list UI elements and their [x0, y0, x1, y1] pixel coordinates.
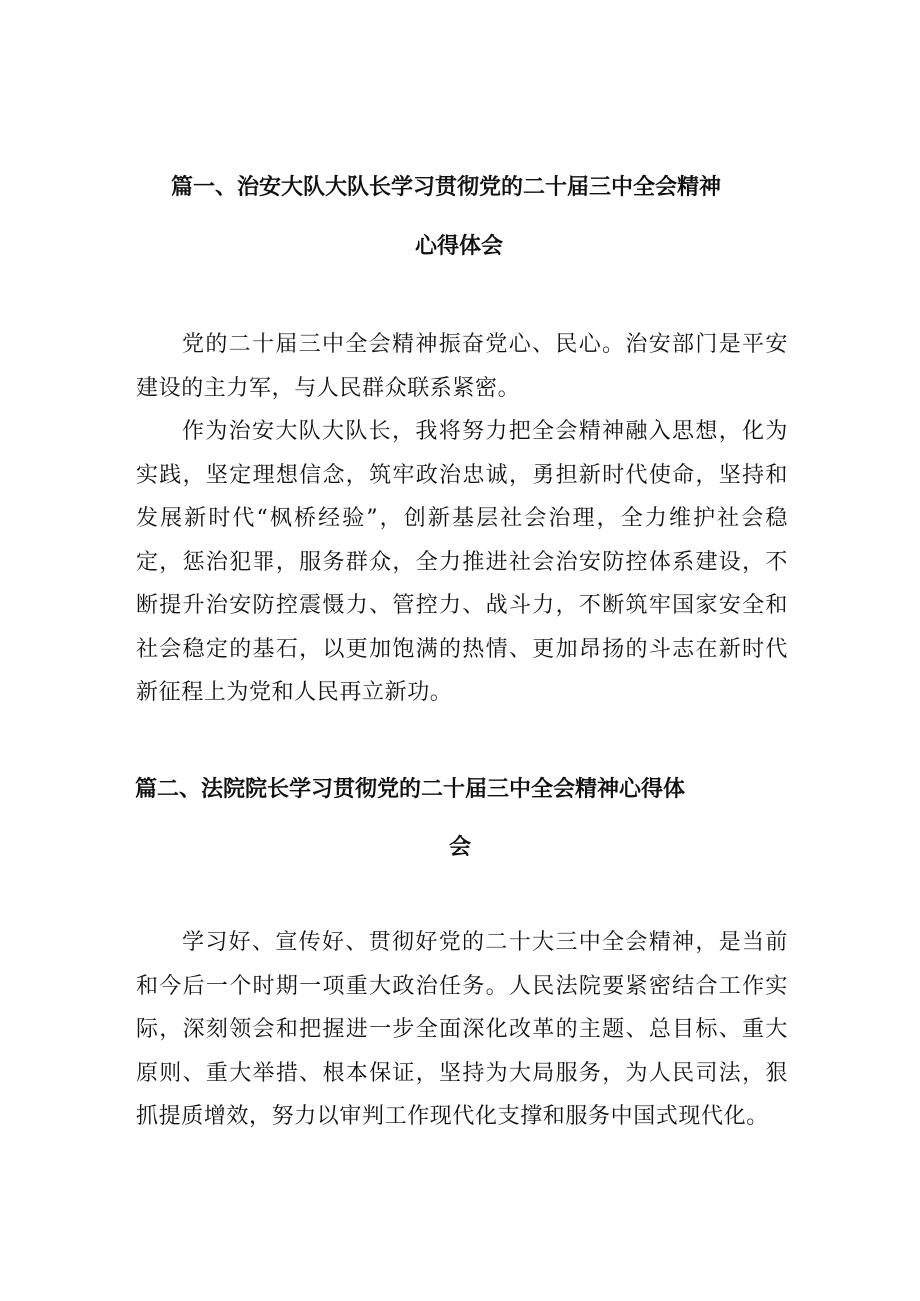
article-1-paragraph-2: 作为治安大队大队长，我将努力把全会精神融入思想，化为实践，坚定理想信念，筑牢政治忠诚，勇担新时代使命，坚持和发展新时代“枫桥经验”，创新基层社会治理，全力维护社会稳定，惩治犯罪，服务群众，全力推进社会治安防控体系建设，不断提升治安防控震慑力、管控力、战斗力，不断筑牢国家安全和社会稳定的基石，以更加饱满的热情、更加昂扬的斗志在新时代新征程上为党和人民再立新功。: [136, 419, 788, 705]
article-1-title-line-1: 篇一、治安大队大队长学习贯彻党的二十届三中全会精神: [171, 175, 722, 200]
article-2-paragraph-1: 学习好、宣传好、贯彻好党的二十大三中全会精神，是当前和今后一个时期一项重大政治任务。人民法院要紧密结合工作实际，深刻领会和把握进一步全面深化改革的主题、总目标、重大原则、重大举措、根本保证，坚持为大局服务，为人民司法，狠抓提质增效，努力以审判工作现代化支撑和服务中国式现代化。: [136, 930, 788, 1129]
article-2-title-line-2: 会: [449, 835, 472, 860]
article-2-title-line-1: 篇二、法院院长学习贯彻党的二十届三中全会精神心得体: [135, 777, 686, 802]
article-1-paragraph-1: 党的二十届三中全会精神振奋党心、民心。治安部门是平安建设的主力军，与人民群众联系紧密。: [136, 332, 788, 401]
article-1-title-line-2: 心得体会: [415, 234, 504, 259]
